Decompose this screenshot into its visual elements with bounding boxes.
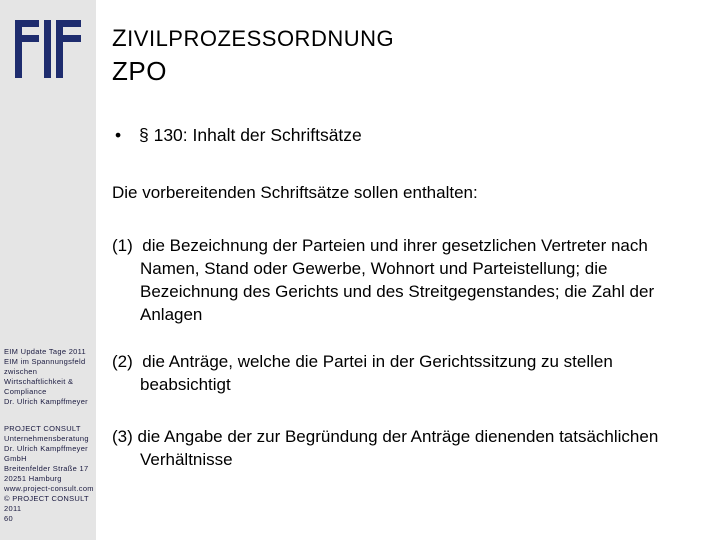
event-info-line: Wirtschaftlichkeit & xyxy=(4,377,74,386)
item-text-continued: Verhältnisse xyxy=(140,450,233,469)
bullet-text: § 130: Inhalt der Schriftsätze xyxy=(139,125,362,145)
title-line-1 xyxy=(112,24,394,54)
item-text-continued: Namen, Stand oder Gewerbe, Wohnort und Parteistellung; die xyxy=(140,259,608,278)
company-info-line: www.project-consult.com xyxy=(4,484,94,493)
company-info-line: © PROJECT CONSULT xyxy=(4,494,89,503)
slide-title xyxy=(112,24,394,86)
item-text: die Angabe der zur Begründung der Anträge dienenden tatsächlichen xyxy=(137,427,659,446)
page-number: 60 xyxy=(4,514,13,523)
company-info-line: Dr. Ulrich Kampffmeyer xyxy=(4,444,88,453)
event-info xyxy=(4,347,96,407)
item-number: (2) xyxy=(112,352,133,371)
item-number: (3) xyxy=(112,427,133,446)
bullet-dot: • xyxy=(115,125,122,145)
event-info-line: Dr. Ulrich Kampffmeyer xyxy=(4,397,88,406)
title-line-2: ZPO xyxy=(112,56,167,86)
company-info-line: 20251 Hamburg xyxy=(4,474,62,483)
list-item xyxy=(112,350,702,396)
company-info-line: 2011 xyxy=(4,504,22,513)
item-text: die Bezeichnung der Parteien und ihrer gesetzlichen Vertreter nach xyxy=(142,236,648,255)
company-info-line: Unternehmensberatung xyxy=(4,434,89,443)
event-info-line: EIM Update Tage 2011 xyxy=(4,347,87,356)
item-text: die Anträge, welche die Partei in der Gerichtssitzung zu stellen xyxy=(142,352,613,371)
event-info-line: Compliance xyxy=(4,387,47,396)
event-info-line: zwischen xyxy=(4,367,38,376)
company-info xyxy=(4,424,96,524)
sidebar xyxy=(0,0,96,540)
item-text-continued: Anlagen xyxy=(140,305,203,324)
title-initial: Z xyxy=(112,25,128,52)
list-item xyxy=(112,425,702,471)
section-bullet xyxy=(115,125,362,146)
list-item xyxy=(112,234,702,326)
company-info-line: PROJECT CONSULT xyxy=(4,424,81,433)
item-text-continued: Bezeichnung des Gerichts und des Streitgegenstandes; die Zahl der xyxy=(140,282,655,301)
event-info-line: EIM im Spannungsfeld xyxy=(4,357,86,366)
item-number: (1) xyxy=(112,236,133,255)
title-rest: IVILPROZESSORDNUNG xyxy=(127,26,395,51)
company-info-line: GmbH xyxy=(4,454,27,463)
item-text-continued: beabsichtigt xyxy=(140,375,231,394)
company-info-line: Breitenfelder Straße 17 xyxy=(4,464,89,473)
intro-text: Die vorbereitenden Schriftsätze sollen enthalten: xyxy=(112,183,478,202)
project-consult-logo-icon xyxy=(15,20,81,78)
